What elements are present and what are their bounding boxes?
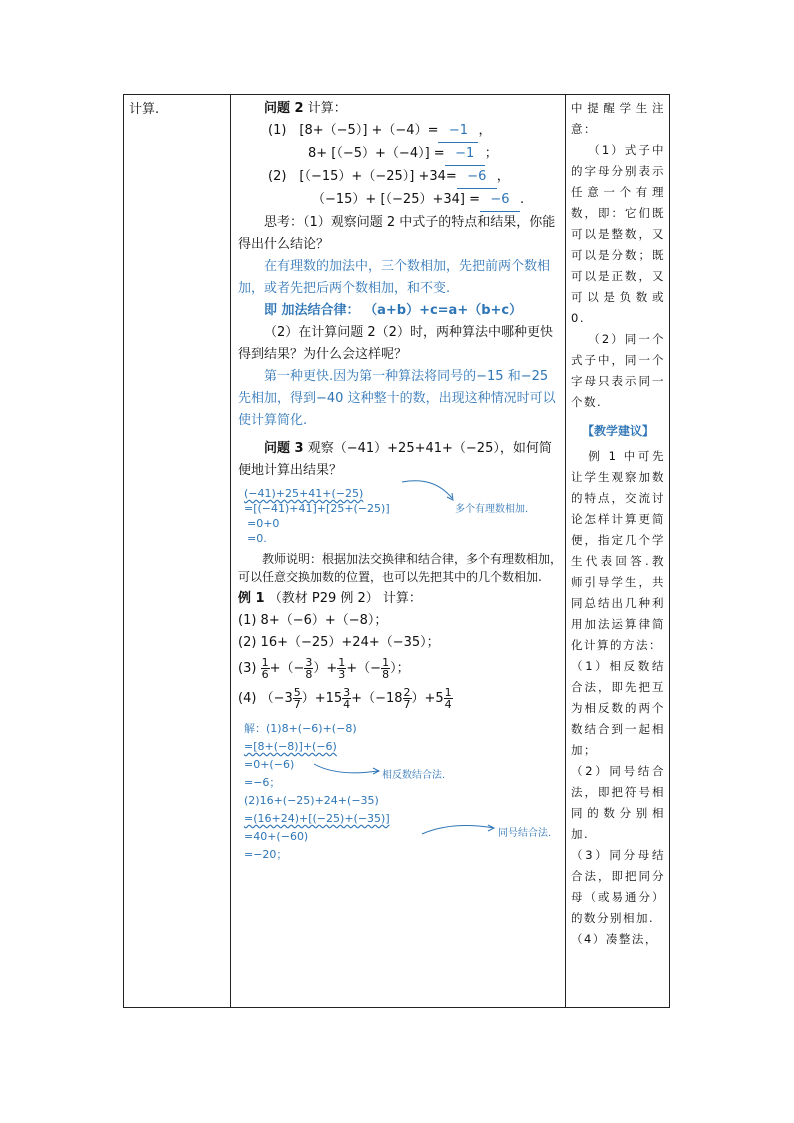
frac-num: 3 [343, 686, 351, 699]
q2-l4-end: . [520, 192, 525, 207]
right-r4: 例 1 中可先让学生观察加数的特点，交流讨论怎样计算更简便，指定几个学生代表回答.教师引导学生，共同总结出几种利用加法运算律简化计算的方法： [571, 449, 665, 652]
q2-l3-answer: −6 [457, 166, 497, 189]
sol-line-5: (2)16+(−25)+24+(−35) [244, 794, 379, 807]
note-multi-add: 多个有理数相加. [455, 504, 529, 515]
frac-den: 4 [444, 698, 452, 711]
frac-2-7 [403, 687, 412, 710]
q3-step-3: =0+0 [247, 517, 280, 530]
q2-prompt: 计算： [307, 101, 347, 116]
frac-num: 1 [338, 656, 346, 669]
right-r8: （4）凑整法， [571, 932, 658, 946]
ex1-solution [238, 720, 563, 864]
frac-1-4 [444, 687, 453, 710]
right-r7: （3）同分母结合法，即把同分母（或易通分）的数分别相加. [571, 848, 665, 925]
law-prefix: 即 [264, 303, 278, 318]
frac-3-8 [304, 657, 313, 680]
ex1-part-4 [238, 684, 563, 714]
sol-line-6-text: =(16+24)+[(−25)+(−35)] [244, 812, 390, 825]
ex1-part-3 [238, 654, 563, 684]
q3-step-2: =[(−41)+41]+[25+(−25)] [244, 502, 390, 515]
right-r1: 中提醒学生注意： [571, 101, 665, 136]
p4-text: +（−18 [351, 691, 403, 706]
frac-1-8 [381, 657, 390, 680]
p3-label: (3) [238, 661, 257, 676]
frac-1-6 [261, 657, 270, 680]
q2-l2-answer: −1 [445, 143, 485, 166]
right-r6: （2）同号结合法，即把符号相同的数分别相加. [571, 764, 665, 841]
frac-num: 5 [293, 686, 301, 699]
q2-line-3 [238, 166, 563, 189]
right-column [571, 98, 665, 950]
column-divider-1 [230, 94, 231, 1008]
teaching-suggestion-title: 【教学建议】 [581, 424, 654, 438]
frac-den: 7 [293, 698, 301, 711]
ex1-prompt: 计算： [382, 591, 422, 606]
ex1-part-2: (2) 16+（−25）+24+（−35）； [238, 635, 440, 650]
q2-line-4 [238, 189, 563, 212]
q3-header [238, 438, 563, 482]
p4-label: (4) [238, 691, 257, 706]
frac-den: 8 [382, 668, 390, 681]
right-r3: （2）同一个式子中，同一个字母只表示同一个数. [571, 332, 665, 409]
frac-num: 1 [382, 656, 390, 669]
sol-line-2 [244, 738, 563, 756]
q2-title: 问题 2 [264, 101, 304, 116]
arrow-icon [312, 762, 382, 778]
sol-line-8: =−20； [244, 848, 288, 861]
left-column-text: 计算. [129, 102, 160, 117]
arrow-icon [420, 822, 498, 838]
frac-den: 3 [338, 668, 346, 681]
frac-den: 6 [261, 668, 269, 681]
think2-question: （2）在计算问题 2（2）时，两种算法中哪种更快得到结果？为什么会这样呢？ [238, 325, 553, 362]
law-formula: （a+b）+c=a+（b+c） [364, 303, 523, 318]
frac-3-4 [342, 687, 351, 710]
arrow-icon [400, 478, 460, 504]
right-r5: （1）相反数结合法，即先把互为相反数的两个数结合到一起相加； [571, 659, 665, 757]
frac-num: 2 [403, 686, 411, 699]
note-same-sign: 同号结合法. [498, 828, 552, 839]
column-divider-2 [565, 94, 566, 1008]
p4-text: ）+5 [411, 691, 444, 706]
sol-line-7: =40+(−60) [244, 830, 309, 843]
p4-text: ）+15 [301, 691, 343, 706]
q3-text: 观察（−41）+25+41+（−25），如何简便地计算出结果？ [238, 441, 552, 478]
right-r2: （1）式子中的字母分别表示任意一个有理数，即：它们既可以是整数，又可以是分数；既可以是正数，又可以是负数或 0. [571, 143, 665, 325]
frac-1-3 [337, 657, 346, 680]
ex1-source: （教材 P29 例 2） [268, 591, 379, 606]
frac-num: 1 [261, 656, 269, 669]
note-opposite: 相反数结合法. [382, 770, 446, 781]
teacher-note: 教师说明：根据加法交换律和结合律，多个有理数相加，可以任意交换加数的位置，也可以先把其中的几个数相加. [238, 552, 563, 584]
q2-header [238, 98, 563, 120]
law-name: 加法结合律： [281, 303, 360, 318]
p4-text: （−3 [260, 691, 293, 706]
ex1-header [238, 588, 563, 610]
q2-l3-end: ， [496, 169, 510, 184]
q2-l2-expr: 8+ [（−5）+（−4）] = [308, 146, 445, 161]
sol-line-4: =−6； [244, 776, 281, 789]
sol-line-2-text: =[8+(−8)]+(−6) [244, 740, 337, 753]
frac-den: 8 [305, 668, 313, 681]
q3-title: 问题 3 [264, 441, 304, 456]
frac-5-7 [293, 687, 302, 710]
think1-answer: 在有理数的加法中，三个数相加，先把前两个数相加，或者先把后两个数相加，和不变. [238, 259, 551, 296]
q2-line-1 [238, 120, 563, 143]
frac-den: 7 [403, 698, 411, 711]
q2-l3-expr: (2) [（−15）+（−25）] +34= [268, 169, 457, 184]
p3-op: ）+ [313, 661, 338, 676]
q2-l1-answer: −1 [438, 120, 478, 143]
q2-l1-expr: (1) [8+（−5）] +（−4）= [268, 123, 439, 138]
q2-l1-end: ， [478, 123, 492, 138]
think1-question: 思考：（1）观察问题 2 中式子的特点和结果，你能得出什么结论？ [238, 215, 556, 252]
sol-line-3: =0+(−6) [244, 758, 295, 771]
q2-l2-end: ； [484, 146, 498, 161]
ex1-part-1: (1) 8+（−6）+（−8）； [238, 613, 388, 628]
q3-step-4: =0. [247, 532, 267, 545]
p3-op: +（− [346, 661, 382, 676]
ex1-title: 例 1 [238, 591, 265, 606]
p3-op: +（− [269, 661, 305, 676]
frac-num: 3 [305, 656, 313, 669]
frac-den: 4 [343, 698, 351, 711]
sol-line-1: 解：(1)8+(−6)+(−8) [244, 722, 357, 735]
p3-end: ）； [390, 661, 410, 676]
q2-l4-answer: −6 [480, 189, 520, 212]
associative-law [238, 300, 563, 322]
frac-num: 1 [444, 686, 452, 699]
think2-answer: 第一种更快.因为第一种算法将同号的−15 和−25 先相加，得到−40 这种整十的数，出现这种情况时可以使计算简化. [238, 369, 556, 428]
q2-l4-expr: （−15）+ [（−25）+34] = [312, 192, 480, 207]
q2-line-2 [238, 143, 563, 166]
q3-step-1: (−41)+25+41+(−25) [244, 487, 364, 500]
